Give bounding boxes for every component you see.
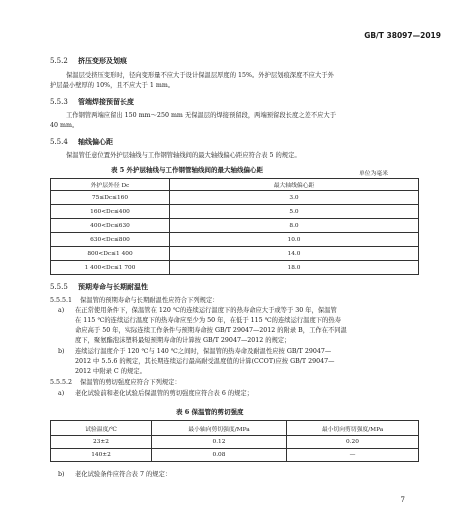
standard-header: GB/T 38097—2019 — [364, 31, 441, 40]
table-row — [51, 261, 419, 275]
paragraph-line: 5.5.5.2 保温管的剪切强度应符合下列规定： — [50, 379, 181, 386]
table-cell: 5.0 — [170, 205, 419, 219]
list-item-line: 老化试验前和老化试验后保温管的剪切强度应符合表 6 的规定； — [75, 390, 254, 397]
section-heading-553: 5.5.3 管端焊接预留长度 — [50, 97, 134, 106]
table-row — [51, 449, 419, 462]
table-cell: 0.08 — [152, 449, 287, 462]
table5 — [50, 178, 419, 275]
table-cell: 0.12 — [152, 436, 287, 449]
paragraph-line: 保温管任意位置外护层轴线与工作钢管轴线间的最大轴线偏心距应符合表 5 的规定。 — [66, 152, 301, 159]
table6 — [50, 420, 419, 462]
table-row — [51, 191, 419, 205]
list-item-line: 度下，聚氨酯泡沫塑料最短预期寿命的计算按 GB/T 29047—2012 的规定； — [75, 337, 291, 344]
table-cell: 18.0 — [170, 261, 419, 275]
table6-caption: 表 6 保温管的剪切强度 — [176, 408, 244, 416]
table5-header: 外护层外径 Dc — [51, 179, 170, 191]
table-cell: 1 400<Dc≤1 700 — [51, 261, 170, 275]
list-item-label: a) — [58, 307, 65, 314]
table-cell: 800<Dc≤1 400 — [51, 247, 170, 261]
table-cell: 8.0 — [170, 219, 419, 233]
section-heading-552: 5.5.2 挤压变形及划痕 — [50, 56, 127, 65]
list-item-line: 连续运行温度介于 120 ℃与 140 ℃之间时，保温管的热寿命及耐温性应按 GB/T 29047— — [75, 348, 332, 355]
paragraph-line: 5.5.5.1 保温管的预期寿命与长期耐温性应符合下列规定： — [50, 297, 219, 304]
table-cell: 10.0 — [170, 233, 419, 247]
section-heading-555: 5.5.5 预期寿命与长期耐温性 — [50, 282, 148, 291]
list-item-line: 老化试验条件应符合表 7 的规定： — [75, 471, 172, 478]
list-item-line: 2012 中 5.5.6 的规定，其长期连续运行最高耐受温度值的计算(CCOT)应按 GB/T 29047— — [75, 358, 335, 365]
table5-unit: 单位为毫米 — [359, 171, 388, 177]
table-row — [51, 233, 419, 247]
list-item-label: b) — [58, 471, 65, 478]
table-cell: 160<Dc≤400 — [51, 205, 170, 219]
table-row — [51, 205, 419, 219]
list-item-line: 在 115 ℃的连续运行温度下的热寿命应至少为 50 年，在低于 115 ℃的连续运行温度下的热寿 — [75, 317, 341, 324]
paragraph-line: 保温层受挤压变形时，径向变形量不应大于设计保温层厚度的 15%。外护层划痕深度不应大于外 — [66, 72, 334, 79]
table-row — [51, 436, 419, 449]
table6-header: 试验温度/℃ — [51, 421, 152, 436]
table-cell: — — [287, 449, 419, 462]
table5-caption: 表 5 外护层轴线与工作钢管轴线间的最大轴线偏心距 — [111, 166, 264, 174]
table5-header: 最大轴线偏心距 — [170, 179, 419, 191]
table-cell: 23±2 — [51, 436, 152, 449]
list-item-line: 命应高于 50 年，实际连续工作条件与预期寿命按 GB/T 29047—2012 的附录 B，工作在不同温 — [75, 327, 347, 334]
paragraph-line: 工作钢管两端应留出 150 mm～250 mm 无保温层的焊接预留段，两端预留段长度之差不应大于 — [66, 112, 337, 119]
list-item-line: 2012 中附录 C 的规定。 — [75, 368, 146, 375]
table6-header: 最小轴向剪切强度/MPa — [152, 421, 287, 436]
table-cell: 400<Dc≤630 — [51, 219, 170, 233]
table-row — [51, 219, 419, 233]
table-cell: 630<Dc≤800 — [51, 233, 170, 247]
section-heading-554: 5.5.4 轴线偏心距 — [50, 137, 113, 146]
list-item-label: b) — [58, 348, 65, 355]
table-row — [51, 247, 419, 261]
table-cell: 3.0 — [170, 191, 419, 205]
paragraph-line: 护层最小壁厚的 10%，且不应大于 1 mm。 — [50, 82, 175, 89]
table-cell: 75≤Dc≤160 — [51, 191, 170, 205]
table-cell: 14.0 — [170, 247, 419, 261]
paragraph-line: 40 mm。 — [50, 122, 79, 129]
list-item-label: a) — [58, 390, 65, 397]
table-cell: 0.20 — [287, 436, 419, 449]
table-cell: 140±2 — [51, 449, 152, 462]
list-item-line: 在正常使用条件下，保温管在 120 ℃的连续运行温度下的热寿命应大于或等于 30 年，保温管 — [75, 307, 337, 314]
table6-header: 最小切向剪切强度/MPa — [287, 421, 419, 436]
page-number: 7 — [400, 496, 405, 504]
